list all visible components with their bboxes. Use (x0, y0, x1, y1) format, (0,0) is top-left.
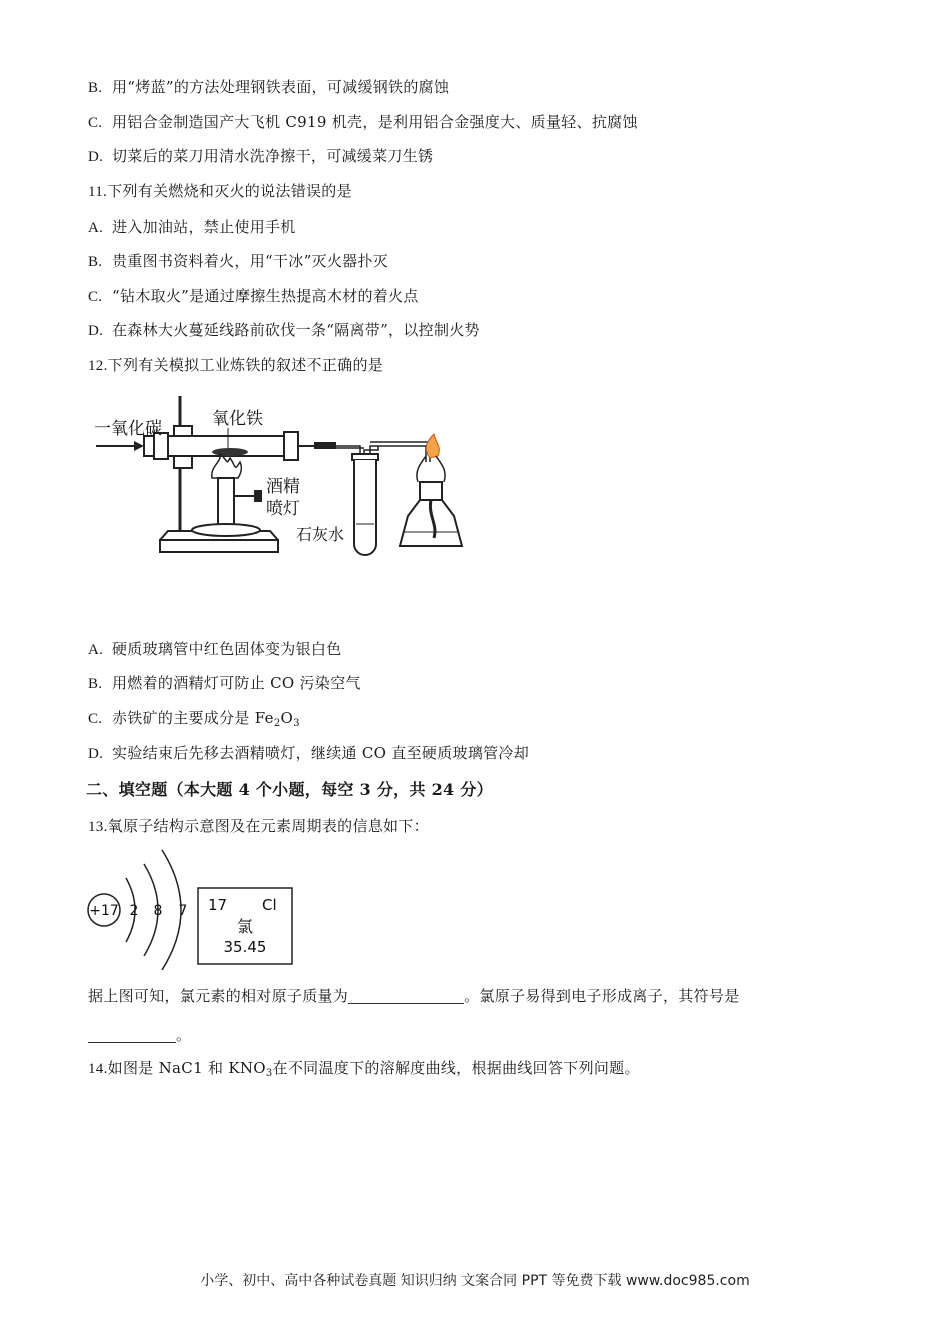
atomic-number: 17 (208, 896, 228, 914)
element-name: 氯 (236, 917, 254, 936)
lamp-flame (212, 454, 242, 478)
label-lamp-1: 酒精 (266, 477, 300, 497)
question-number: 12. (88, 358, 108, 374)
test-tube (354, 460, 376, 555)
option-label: B. (88, 254, 103, 270)
q10-option-d (88, 145, 433, 166)
label-limewater: 石灰水 (296, 525, 345, 544)
option-label: D. (88, 746, 104, 762)
q13-stem (88, 815, 429, 836)
option-label: C. (88, 289, 103, 305)
label-lamp-2: 喷灯 (266, 499, 300, 519)
question-number: 14. (88, 1061, 108, 1077)
chlorine-atom-diagram (86, 848, 306, 970)
label-iron-oxide: 氧化铁 (212, 409, 263, 429)
subscript: 3 (293, 718, 300, 729)
option-text: 硬质玻璃管中红色固体变为银白色 (112, 640, 342, 658)
q11-option-c (88, 285, 419, 306)
option-text: 用燃着的酒精灯可防止 CO 污染空气 (112, 674, 361, 692)
option-text: 进入加油站，禁止使用手机 (112, 218, 296, 236)
option-label: D. (88, 149, 104, 165)
question-text: 如图是 NaC1 和 KNO (107, 1059, 266, 1077)
subscript: 3 (265, 1068, 273, 1079)
stand-base (160, 540, 278, 552)
q11-option-d (88, 319, 480, 340)
option-text: 贵重图书资料着火，用“干冰”灭火器扑灭 (112, 252, 389, 270)
question-text: 在不同温度下的溶解度曲线，根据曲线回答下列问题。 (272, 1059, 640, 1077)
answer-blank-2[interactable] (88, 1028, 176, 1043)
q12-option-d (88, 742, 529, 763)
answer-blank-1[interactable] (348, 989, 464, 1004)
question-number: 11. (88, 184, 108, 200)
subscript: 2 (273, 718, 281, 729)
option-text: 用“烤蓝”的方法处理钢铁表面，可减缓钢铁的腐蚀 (112, 78, 450, 96)
burning-flame (426, 434, 439, 458)
q14-stem (88, 1057, 640, 1079)
option-text: 在森林大火蔓延线路前砍伐一条“隔离带”，以控制火势 (112, 321, 480, 339)
question-text: 下列有关模拟工业炼铁的叙述不正确的是 (107, 356, 384, 374)
option-label: C. (88, 711, 103, 727)
q13-answer-line-2 (88, 1024, 191, 1045)
q12-option-b (88, 672, 361, 693)
label-co: 一氧化碳 (94, 419, 162, 439)
q13-answer-line (88, 985, 740, 1006)
answer-text: 据上图可知，氯元素的相对原子质量为 (88, 987, 349, 1005)
alcohol-lamp (420, 482, 442, 500)
nucleus-charge: +17 (89, 903, 119, 919)
option-text: O (280, 709, 294, 727)
q12-option-c (88, 707, 300, 729)
q11-option-b (88, 250, 388, 271)
answer-text: 。氯原子易得到电子形成离子，其符号是 (464, 987, 740, 1005)
option-text: 实验结束后先移去酒精喷灯，继续通 CO 直至硬质玻璃管冷却 (112, 744, 530, 762)
element-symbol: Cl (262, 896, 277, 914)
option-label: A. (88, 220, 104, 236)
q12-option-a (88, 638, 342, 659)
question-number: 13. (88, 819, 108, 835)
iron-oxide-powder (212, 448, 248, 456)
option-text: 切菜后的菜刀用清水洗净擦干，可减缓菜刀生锈 (112, 147, 434, 165)
q11-stem (88, 180, 352, 201)
page-footer: 小学、初中、高中各种试卷真题 知识归纳 文案合同 PPT 等免费下载 www.doc985.com (200, 1273, 750, 1289)
blast-lamp (218, 478, 234, 528)
shell-electrons-1: 2 (129, 903, 139, 919)
option-text: 用铝合金制造国产大飞机 C919 机壳，是利用铝合金强度大、质量轻、抗腐蚀 (112, 113, 638, 131)
shell-electrons-2: 8 (153, 903, 163, 919)
atomic-mass: 35.45 (223, 938, 267, 956)
option-label: A. (88, 642, 104, 658)
option-label: C. (88, 115, 103, 131)
q10-option-c (88, 111, 638, 132)
q12-stem (88, 354, 383, 375)
option-label: B. (88, 676, 103, 692)
shell-electrons-3: 7 (178, 903, 188, 919)
question-text: 下列有关燃烧和灭火的说法错误的是 (107, 182, 352, 200)
iron-smelting-apparatus-figure (88, 386, 478, 566)
option-text: “钻木取火”是通过摩擦生热提高木材的着火点 (112, 287, 419, 305)
question-text: 氧原子结构示意图及在元素周期表的信息如下： (107, 817, 429, 835)
option-label: B. (88, 80, 103, 96)
option-text: 赤铁矿的主要成分是 Fe (112, 709, 274, 727)
section-heading: 二、填空题（本大题 4 个小题，每空 3 分，共 24 分） (86, 780, 493, 799)
option-label: D. (88, 323, 104, 339)
q10-option-b (88, 76, 449, 97)
answer-text: 。 (176, 1026, 192, 1044)
q11-option-a (88, 216, 296, 237)
